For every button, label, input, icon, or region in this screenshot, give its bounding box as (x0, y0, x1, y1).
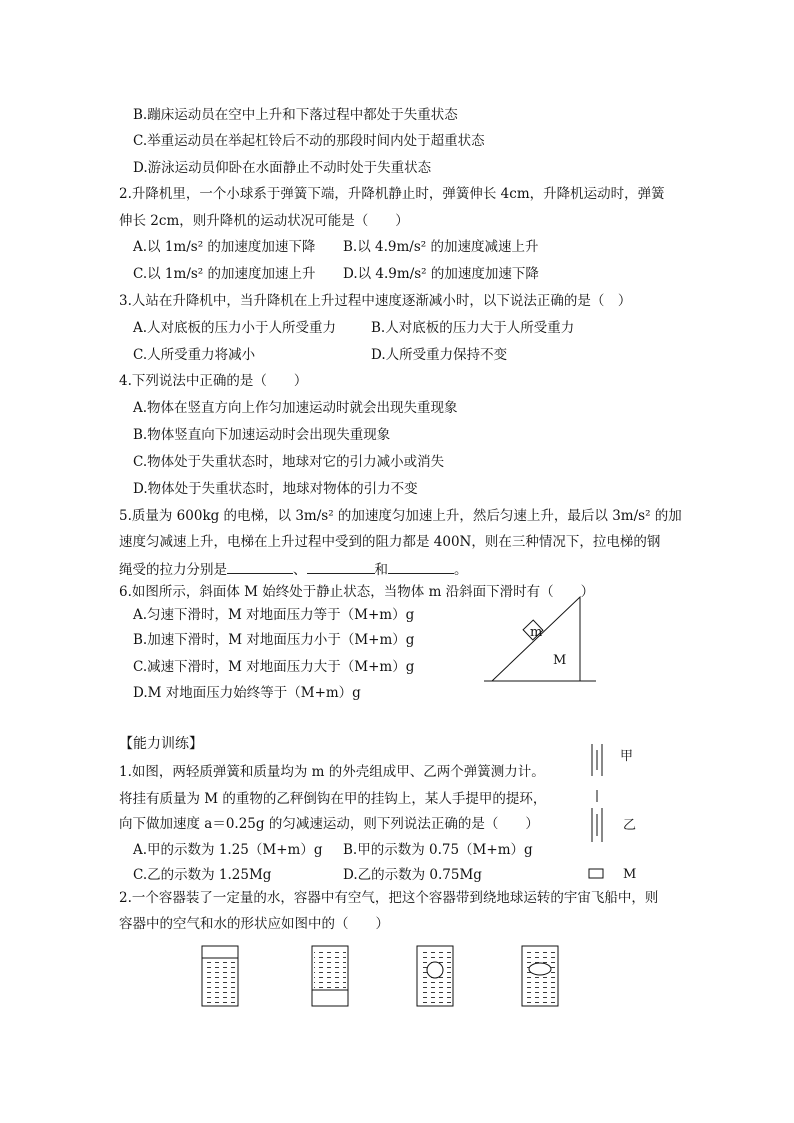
q4-option-d: D.物体处于失重状态时，地球对物体的引力不变 (133, 481, 418, 497)
container-c (417, 946, 453, 1006)
q2-option-b: B.以 4.9m/s² 的加速度减速上升 (343, 239, 539, 255)
label-jia: 甲 (620, 749, 634, 764)
incline-figure (480, 585, 600, 685)
t1-stem-line2: 将挂有质量为 M 的重物的乙秤倒钩在甲的挂钩上，某人手提甲的提环， (119, 791, 547, 807)
t1-option-d: D.乙的示数为 0.75Mg (343, 867, 482, 883)
scale-jia (592, 744, 602, 776)
q5-blank-3[interactable] (388, 559, 454, 574)
q1-option-c: C.举重运动员在举起杠铃后不动的那段时间内处于超重状态 (133, 133, 485, 149)
t1-stem-line3: 向下做加速度 a＝0.25g 的匀减速运动，则下列说法正确的是（ ） (119, 816, 539, 832)
q6-stem: 6.如图所示，斜面体 M 始终处于静止状态，当物体 m 沿斜面下滑时有（ ） (119, 584, 595, 600)
q4-option-c: C.物体处于失重状态时，地球对它的引力减小或消失 (133, 454, 445, 470)
q2-option-c: C.以 1m/s² 的加速度加速上升 (133, 266, 316, 282)
t2-stem-line2: 容器中的空气和水的形状应如图中的（ ） (119, 916, 389, 932)
q3-option-d: D.人所受重力保持不变 (371, 347, 508, 363)
t2-stem-line1: 2.一个容器装了一定量的水，容器中有空气，把这个容器带到绕地球运转的宇宙飞船中，则 (119, 890, 659, 906)
q5-separator-2: 和 (374, 562, 388, 578)
q5-stem-line1: 5.质量为 600kg 的电梯，以 3m/s² 的加速度匀加速上升，然后匀速上升，最后以 3m/s² 的加 (119, 508, 682, 524)
q1-option-d: D.游泳运动员仰卧在水面静止不动时处于失重状态 (133, 160, 432, 176)
q5-blank-2[interactable] (307, 559, 375, 574)
weight-M (589, 869, 603, 878)
container-b (312, 946, 348, 1006)
q3-option-b: B.人对底板的压力大于人所受重力 (371, 320, 575, 336)
q2-stem-line2: 伸长 2cm，则升降机的运动状况可能是（ ） (119, 213, 409, 229)
q3-option-a: A.人对底板的压力小于人所受重力 (133, 320, 337, 336)
label-weight-M: M (623, 867, 637, 882)
label-m: m (530, 625, 543, 640)
q5-end-mark: 。 (454, 562, 468, 578)
label-M: M (553, 653, 567, 668)
q6-option-b: B.加速下滑时，M 对地面压力小于（M+m）g (133, 632, 415, 648)
label-yi: 乙 (623, 818, 637, 833)
q5-stem-line3 (119, 559, 468, 579)
q6-option-d: D.M 对地面压力始终等于（M+m）g (133, 685, 361, 701)
t1-option-a: A.甲的示数为 1.25（M+m）g (133, 842, 323, 858)
q4-option-a: A.物体在竖直方向上作匀加速运动时就会出现失重现象 (133, 400, 458, 416)
scale-yi (592, 808, 602, 842)
t1-option-c: C.乙的示数为 1.25Mg (133, 867, 272, 883)
q2-option-d: D.以 4.9m/s² 的加速度加速下降 (343, 266, 539, 282)
container-d (522, 946, 558, 1006)
q5-separator-1: 、 (293, 562, 307, 578)
container-options-figure (190, 940, 590, 1012)
q3-option-c: C.人所受重力将减小 (133, 347, 256, 363)
container-a (202, 946, 238, 1006)
spring-scale-figure (585, 742, 645, 882)
q5-stem-text: 绳受的拉力分别是 (119, 562, 227, 578)
q3-stem: 3.人站在升降机中，当升降机在上升过程中速度逐渐减小时，以下说法正确的是（ ） (119, 293, 632, 309)
q5-stem-line2: 速度匀减速上升，电梯在上升过程中受到的阻力都是 400N，则在三种情况下，拉电梯的钢 (119, 534, 661, 550)
q4-option-b: B.物体竖直向下加速运动时会出现失重现象 (133, 427, 391, 443)
q2-stem-line1: 2.升降机里，一个小球系于弹簧下端，升降机静止时，弹簧伸长 4cm，升降机运动时，弹簧 (119, 186, 665, 202)
q1-option-b: B.蹦床运动员在空中上升和下落过程中都处于失重状态 (133, 107, 458, 123)
q4-stem: 4.下列说法中正确的是（ ） (119, 373, 308, 389)
q6-option-a: A.匀速下滑时，M 对地面压力等于（M+m）g (133, 607, 415, 623)
q2-option-a: A.以 1m/s² 的加速度加速下降 (133, 239, 316, 255)
section-title: 【能力训练】 (119, 736, 203, 752)
q6-option-c: C.减速下滑时，M 对地面压力大于（M+m）g (133, 659, 415, 675)
t1-stem-line1: 1.如图，两轻质弹簧和质量均为 m 的外壳组成甲、乙两个弹簧测力计。 (119, 764, 545, 780)
t1-option-b: B.甲的示数为 0.75（M+m）g (343, 842, 533, 858)
q5-blank-1[interactable] (227, 559, 293, 574)
